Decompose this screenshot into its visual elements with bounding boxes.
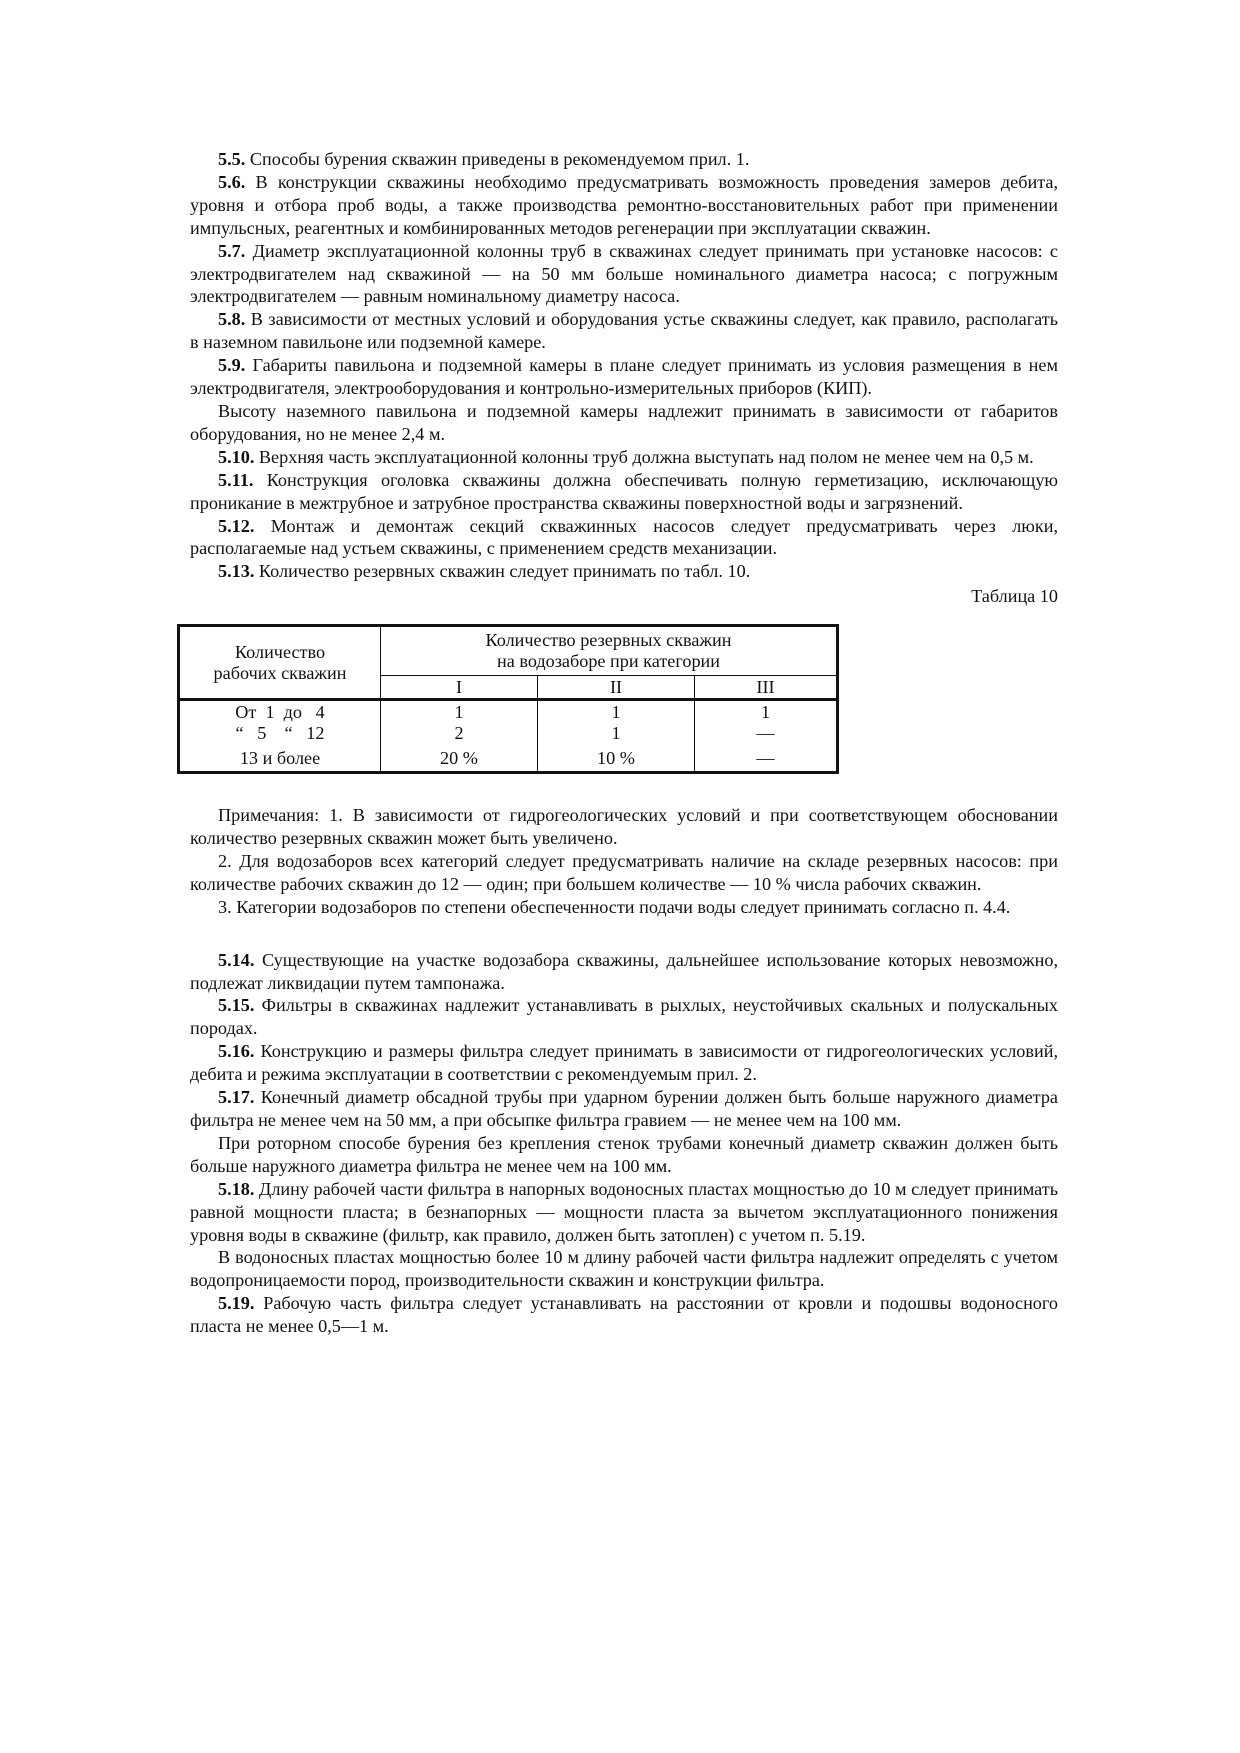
clause-number: 5.7.: [218, 240, 246, 261]
clause-number: 5.19.: [218, 1293, 255, 1314]
clause-5-5: [190, 148, 1058, 171]
note-3: 3. Категории водозаборов по степени обеспеченности подачи воды следует принимать согласно п. 4.4.: [218, 896, 1011, 917]
clause-number: 5.5.: [218, 149, 246, 169]
clause-5-8: [190, 308, 1058, 354]
header-category-2: II: [538, 676, 695, 700]
clause-text: Конечный диаметр обсадной трубы при ударном бурении должен быть больше наружного диаметра фильтра не менее чем на 50 мм, а при обсыпке фильтра гравием — не менее чем на 100 мм.: [190, 1087, 1058, 1130]
clause-text: Диаметр эксплуатационной колонны труб в скважинах следует принимать при установке насосов: с электродвигателем над скважиной — на 50 мм больше номинального диаметра насоса; с погружным электродвигателем — равным номинальному диаметру насоса.: [190, 240, 1058, 307]
table-cell: —: [756, 748, 775, 769]
clause-text: Рабочую часть фильтра следует устанавливать на расстоянии от кровли и подошвы водоносного пласта не менее 0,5—1 м.: [190, 1293, 1058, 1337]
clause-number: 5.6.: [218, 171, 246, 192]
header-reserve-wells: [381, 626, 838, 676]
clause-5-14: [190, 949, 1058, 995]
table-cell: 1: [611, 702, 621, 723]
clause-text: Количество резервных скважин следует принимать по табл. 10.: [254, 561, 751, 582]
clause-number: 5.9.: [218, 355, 246, 376]
row-label: “ 5 “ 12: [235, 723, 325, 744]
note-2: 2. Для водозаборов всех категорий следует предусматривать наличие на складе резервных насосов: при количестве рабочих скважин до 12 — один; при большем количестве — 10 % числа рабочих скважин.: [190, 850, 1058, 894]
table-cell: 2: [454, 723, 464, 744]
clause-number: 5.15.: [218, 995, 255, 1016]
clause-number: 5.18.: [218, 1178, 255, 1199]
clause-5-18-continued: В водоносных пластах мощностью более 10 м длину рабочей части фильтра надлежит определять с учетом водопроницаемости пород, производительности скважин и конструкции фильтра.: [190, 1247, 1058, 1291]
category-1-values: [381, 700, 538, 773]
header-category-1: I: [381, 676, 538, 700]
clause-text: Габариты павильона и подземной камеры в плане следует принимать из условия размещения в нем электродвигателя, электрооборудования и контрольно-измерительных приборов (КИП).: [190, 355, 1058, 399]
clause-5-17: [190, 1086, 1058, 1132]
clause-5-11: [190, 469, 1058, 515]
header-text: на водозаборе при категории: [497, 651, 720, 672]
spacer: [190, 919, 1058, 949]
category-2-values: [538, 700, 695, 773]
table-cell: 1: [454, 702, 464, 723]
table-cell: —: [756, 723, 775, 744]
row-label: 13 и более: [239, 748, 321, 769]
clause-text: Существующие на участке водозабора скважины, дальнейшее использование которых невозможно, подлежат ликвидации путем тампонажа.: [190, 949, 1058, 993]
clause-text: Фильтры в скважинах надлежит устанавливать в рыхлых, неустойчивых скальных и полускальных породах.: [190, 995, 1058, 1039]
table-cell: 20 %: [440, 748, 478, 769]
header-working-wells: [179, 626, 381, 700]
clause-5-17-continued: При роторном способе бурения без крепления стенок трубами конечный диаметр скважин должен быть больше наружного диаметра фильтра не менее чем на 100 мм.: [190, 1132, 1058, 1176]
clause-text: Верхняя часть эксплуатационной колонны труб должна выступать над полом не менее чем на 0,5 м.: [254, 446, 1034, 467]
clause-5-13: [190, 560, 1058, 583]
clause-text: Монтаж и демонтаж секций скважинных насосов следует предусматривать через люки, располагаемые над устьем скважины, с применением средств механизации.: [190, 515, 1058, 559]
header-text: Количество: [234, 641, 326, 662]
table-cell: 1: [760, 702, 771, 723]
clause-5-15: [190, 994, 1058, 1040]
table-caption: Таблица 10: [971, 586, 1058, 607]
clause-5-18: [190, 1178, 1058, 1247]
clause-number: 5.8.: [218, 309, 246, 330]
row-label: От 1 до 4: [235, 702, 325, 723]
document-page: [190, 148, 1058, 1338]
clause-number: 5.12.: [218, 515, 255, 536]
header-text: рабочих скважин: [213, 662, 347, 683]
clause-number: 5.14.: [218, 949, 255, 970]
table-notes: [190, 804, 1058, 919]
table-cell: 1: [611, 723, 621, 744]
clause-text: Длину рабочей части фильтра в напорных водоносных пластах мощностью до 10 м следует принимать равной мощности пласта; в безнапорных — мощности пласта за вычетом эксплуатационного понижения уровня воды в скважине (фильтр, как правило, должен быть затоплен) с учетом п. 5.19.: [190, 1178, 1058, 1245]
clause-5-9: [190, 354, 1058, 400]
clause-number: 5.16.: [218, 1041, 255, 1062]
clause-text: Конструкцию и размеры фильтра следует принимать в зависимости от гидрогеологических условий, дебита и режима эксплуатации в соответствии с рекомендуемым прил. 2.: [190, 1041, 1058, 1085]
clause-number: 5.13.: [218, 561, 255, 582]
clause-5-7: [190, 240, 1058, 309]
row-labels-cell: [179, 700, 381, 773]
table-cell: 10 %: [597, 748, 635, 769]
clause-number: 5.11.: [218, 469, 254, 490]
clause-text: Способы бурения скважин приведены в рекомендуемом прил. 1.: [245, 149, 750, 169]
clause-number: 5.17.: [218, 1087, 255, 1108]
clause-text: Конструкция оголовка скважины должна обеспечивать полную герметизацию, исключающую проникание в межтрубное и затрубное пространства скважины поверхностной воды и загрязнений.: [190, 469, 1058, 513]
clause-text: В зависимости от местных условий и оборудования устье скважины следует, как правило, располагать в наземном павильоне или подземной камере.: [190, 309, 1058, 353]
clause-5-6: [190, 171, 1058, 240]
header-category-3: III: [695, 676, 838, 700]
category-3-values: [695, 700, 838, 773]
clause-5-19: [190, 1292, 1058, 1338]
clause-5-10: [190, 446, 1058, 469]
clause-5-16: [190, 1040, 1058, 1086]
clause-text: В конструкции скважины необходимо предусматривать возможность проведения замеров дебита, уровня и отбора проб воды, а также производства ремонтно-восстановительных работ при применении импульсных, реагентных и комбинированных методов регенерации при эксплуатации скважин.: [190, 171, 1058, 238]
clause-5-12: [190, 515, 1058, 561]
reserve-wells-table: [177, 624, 839, 774]
header-text: Количество резервных скважин: [485, 630, 732, 651]
clause-5-9-continued: Высоту наземного павильона и подземной камеры надлежит принимать в зависимости от габаритов оборудования, но не менее 2,4 м.: [190, 400, 1058, 444]
note-1: Примечания: 1. В зависимости от гидрогеологических условий и при соответствующем обосновании количество резервных скважин может быть увеличено.: [190, 805, 1058, 849]
clause-number: 5.10.: [218, 446, 255, 467]
